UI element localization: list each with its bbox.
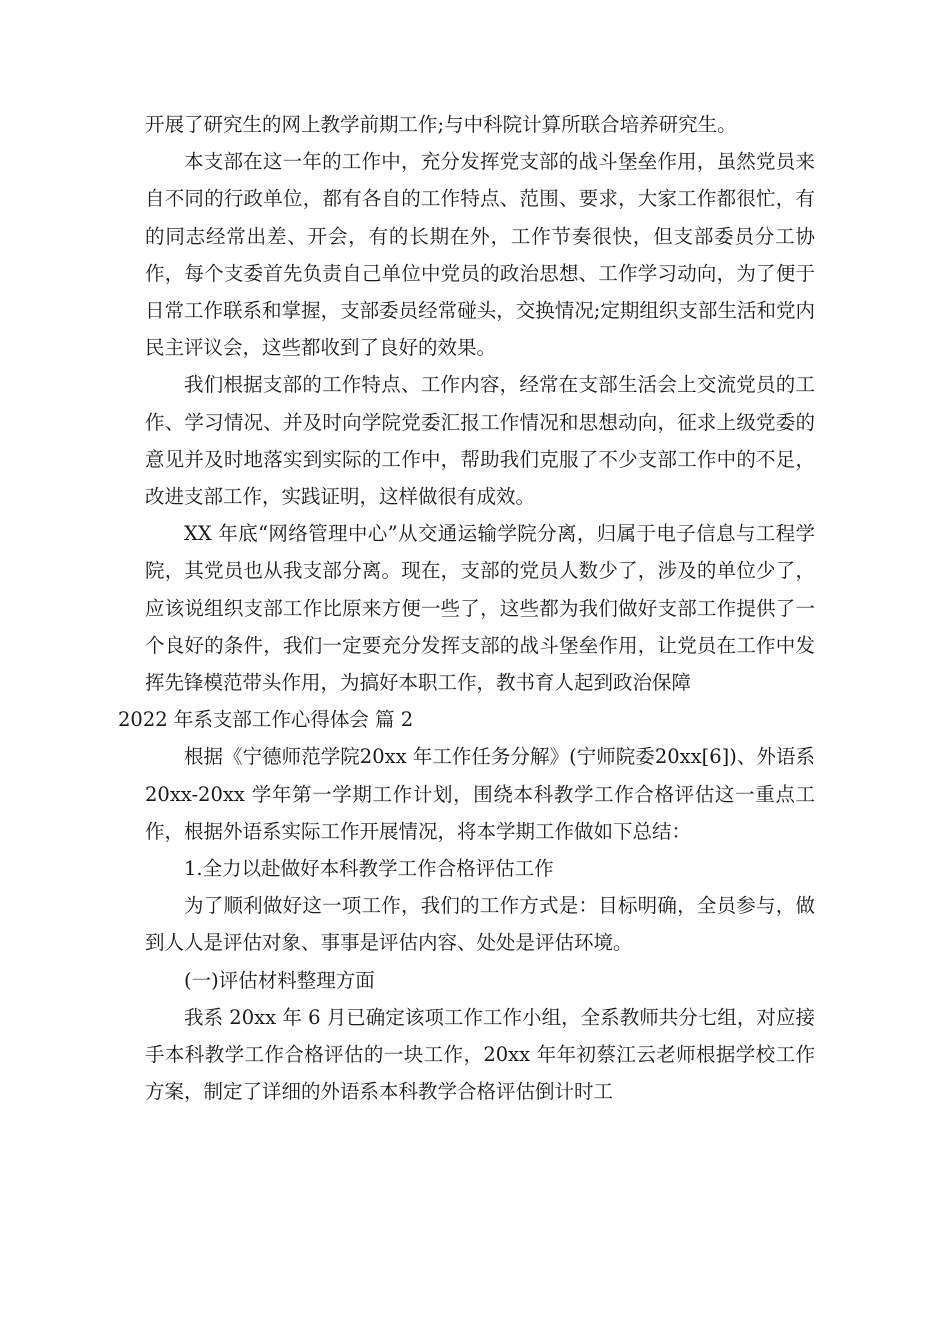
paragraph-branch-exchange: 我们根据支部的工作特点、工作内容，经常在支部生活会上交流党员的工作、学习情况、并及时向学院党委汇报工作情况和思想动向，征求上级党委的意见并及时地落实到实际的工作中，帮助我们克服了不少支部工作中的不足，改进支部工作，实践证明，这样做很有成效。 xyxy=(145,373,815,509)
paragraph-continuation: 开展了研究生的网上教学前期工作;与中科院计算所联合培养研究生。 xyxy=(145,113,737,136)
document-body xyxy=(118,106,815,1110)
paragraph-materials: 我系 20xx 年 6 月已确定该项工作工作小组，全系教师共分七组，对应接手本科教学工作合格评估的一块工作，20xx 年年初蔡江云老师根据学校工作方案，制定了详细的外语系本科教学合格评估倒计时工 xyxy=(145,1005,815,1104)
paragraph-branch-role: 本支部在这一年的工作中，充分发挥党支部的战斗堡垒作用，虽然党员来自不同的行政单位，都有各自的工作特点、范围、要求，大家工作都很忙，有的同志经常出差、开会，有的长期在外，工作节奏很快，但支部委员分工协作，每个支委首先负责自己单位中党员的政治思想、工作学习动向，为了便于日常工作联系和掌握，支部委员经常碰头，交换情况;定期组织支部生活和党内民主评议会，这些都收到了良好的效果。 xyxy=(145,150,815,360)
subheading-materials: (一)评估材料整理方面 xyxy=(184,968,375,992)
list-item-1: 1.全力以赴做好本科教学工作合格评估工作 xyxy=(184,857,554,881)
paragraph-intro: 根据《宁德师范学院20xx 年工作任务分解》(宁师院委20xx[6])、外语系 20xx-20xx 学年第一学期工作计划，围绕本科教学工作合格评估这一重点工作，根据外语系实际工作开展情况，将本学期工作做如下总结： xyxy=(145,745,815,843)
paragraph-network-center: XX 年底“网络管理中心”从交通运输学院分离，归属于电子信息与工程学院，其党员也从我支部分离。现在，支部的党员人数少了，涉及的单位少了，应该说组织支部工作比原来方便一些了，这些都为我们做好支部工作提供了一个良好的条件，我们一定要充分发挥支部的战斗堡垒作用，让党员在工作中发挥先锋模范带头作用，为搞好本职工作，教书育人起到政治保障 xyxy=(145,522,815,695)
paragraph-work-method: 为了顺利做好这一项工作，我们的工作方式是：目标明确，全员参与，做到人人是评估对象、事事是评估内容、处处是评估环境。 xyxy=(145,894,815,955)
section-heading: 2022 年系支部工作心得体会 篇 2 xyxy=(118,708,414,732)
